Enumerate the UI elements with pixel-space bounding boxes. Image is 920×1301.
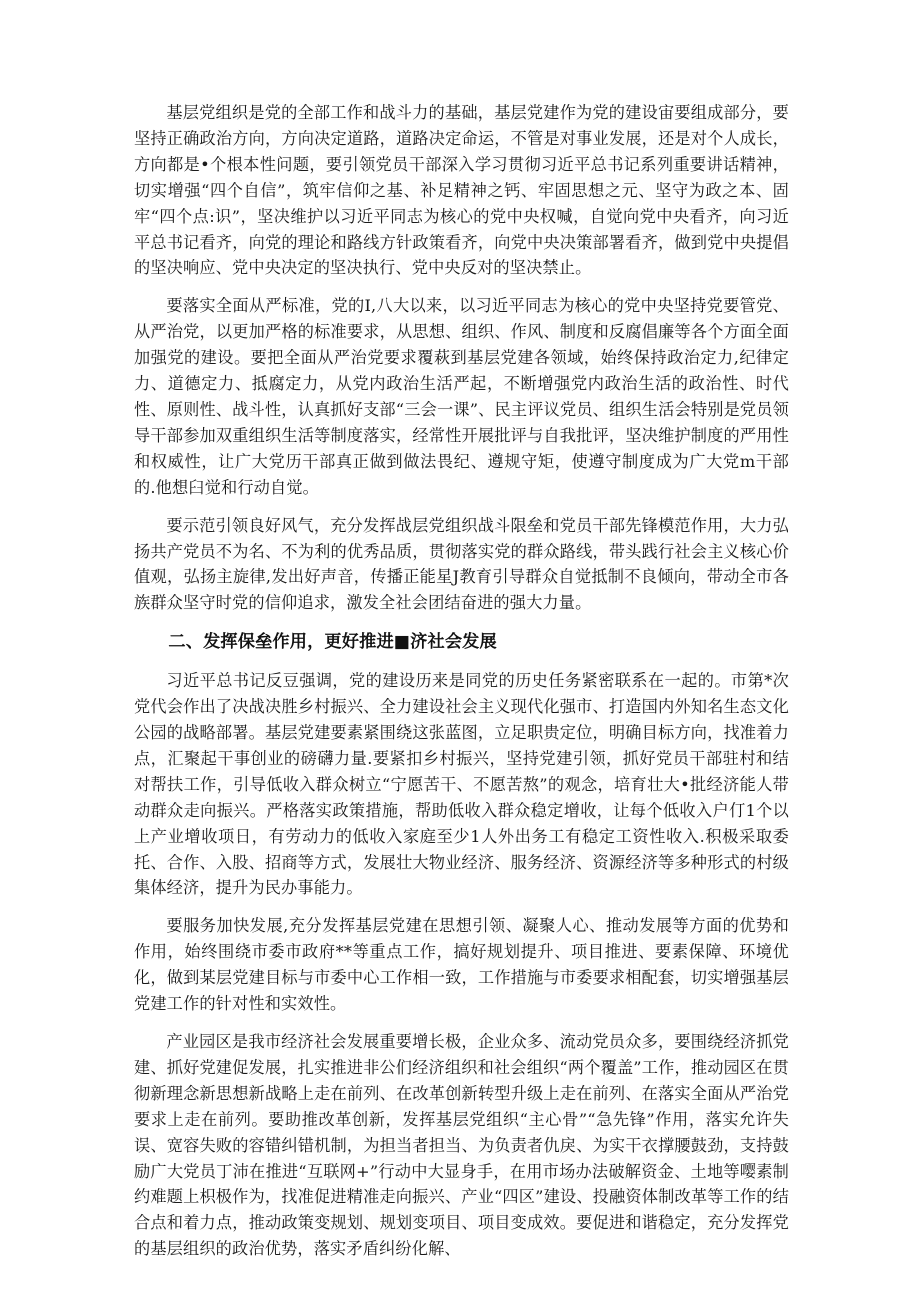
paragraph-serve-development: 要服务加快发展,充分发挥基层党建在思想引领、凝聚人心、推动发展等方面的优势和作用，始终围绕市委市政府**等重点工作，搞好规划提升、项目推进、要素保障、环境优化，做到某层党建目标与市委中心工作相一致，工作措施与市委要求相配套，切实增强基层党建工作的针对性和实效性。: [134, 916, 789, 1014]
document-page: [134, 100, 789, 1274]
section-heading-2: 二、发挥保垒作用，更好推进■济社会发展: [168, 632, 497, 653]
paragraph-strict-standard: 要落实全面从严标准，党的I,八大以来，以习近平同志为核心的党中央坚持党要管党、从严治党，以更加严格的标准要求，从思想、组织、作风、制度和反腐倡廉等各个方面全面加强党的建设。要把全面从严治党要求覆萩到基层党建各领域，始终保持政治定力,纪律定力、道德定力、抵腐定力，从党内政治生活严起，不断增强党内政治生活的政治性、时代性、原则性、战斗性，认真抓好支部“三会一课”、民主评议党员、组织生活会特别是党员领导干部参加双重组织生活等制度落实，经常性开展批评与自我批评，坚决维护制度的严用性和权威性，让广大党历干部真正做到做法畏纪、遵规守矩，使遵守制度成为广大党m干部的.他想臼觉和行动自觉。: [134, 296, 789, 497]
paragraph-industrial-park: 产业园区是我市经济社会发展重要增长极，企业众多、流动党员众多，要围绕经济抓党建、抓好党建促发展，扎实推进非公们经济组织和社会组织“两个覆盖”工作，推动园区在贯彻新理念新思想新战略上走在前列、在改革创新转型升级上走在前列、在落实全面从严治党要求上走在前列。要助推改革创新，发挥基层党组织“主心骨”“急先锋”作用，落实允许失误、宽容失败的容错纠错机制，为担当者担当、为负责者仇戾、为实干衣撑腰鼓劲，支持鼓励广大党员丁沛在推进“互联网+”行动中大显身手，在用市场办法破解资金、土地等嘤素制约难题上枳极作为，找准促进精准走向振兴、产业“四区”建设、投融资体制改革等工作的结合点和着力点，推动政策变规划、规划变项目、项目变成效。要促进和谐稳定，充分发挥党的基层组织的政治优势，落实矛盾纠纷化解、: [134, 1032, 789, 1259]
paragraph-direction: 基层党组织是党的全部工作和战斗力的基础，基层党建作为党的建设宙要组成部分，要坚持正确政治方向，方向决定道路，道路决定命运，不管是对事业发展，还是对个人成长，方向都是•个根本性问题，要引领党员干部深入学习贯彻习近平总书记系列重要讲话精神，切实增强“四个自信”，筑牢信仰之基、补足精神之钙、牢固思想之元、坚守为政之本、固牢“四个点:识”，坚决维护以习近平同志为核心的党中央权喊，自觉向党中央看齐，向习近平总书记看齐，向党的理论和路线方针政策看齐，向党中央决策部署看齐，做到党中央提倡的坚决响应、党中央决定的坚决执行、党中央反对的坚决禁止。: [134, 103, 789, 278]
paragraph-good-conduct: 要示范引领良好风气，充分发挥战层党组织战斗限垒和党员干部先锋模范作用，大力弘扬共产党员不为名、不为利的优秀品质，贯彻落实党的群众路线，带头践行社会主义核心价值观，弘扬主旋律,发出好声音，传播正能星J教育引导群众自觉抵制不良倾向，带动全市各族群众坚守时党的信仰追求，激发全社会团结奋进的强大力量。: [134, 515, 789, 613]
paragraph-rural-revitalization: 习近平总书记反豆强调，党的建设历来是同党的历史任务紧密联系在一起的。市第*次党代会作出了决战决胜乡村振兴、全力建设社会主义现代化强市、打造国内外知名生态文化公园的战略部署。基层党建要素紧围绕这张蓝图，立足职贵定位，明确目标方向，找准着力点，汇聚起干事创业的磅礴力量.要紧扣乡村振兴，坚持党建引领，抓好党员干部驻村和结对帮扶工作，引导低收入群众树立“宁愿苦干、不愿苦熬”的观念，培育壮大•批经济能人带动群众走向振兴。严格落实政策措施，帮助低收入群众稳定增收，让每个低收入户仃1个以上产业增收项日，有劳动力的低收入家庭至少1人外出务工有稳定工资性收入.积极采取委托、合作、入股、招商等方式，发展壮大物业经济、服务经济、资源经济等多种形式的村级集体经济，提升为民办事能力。: [134, 671, 789, 898]
